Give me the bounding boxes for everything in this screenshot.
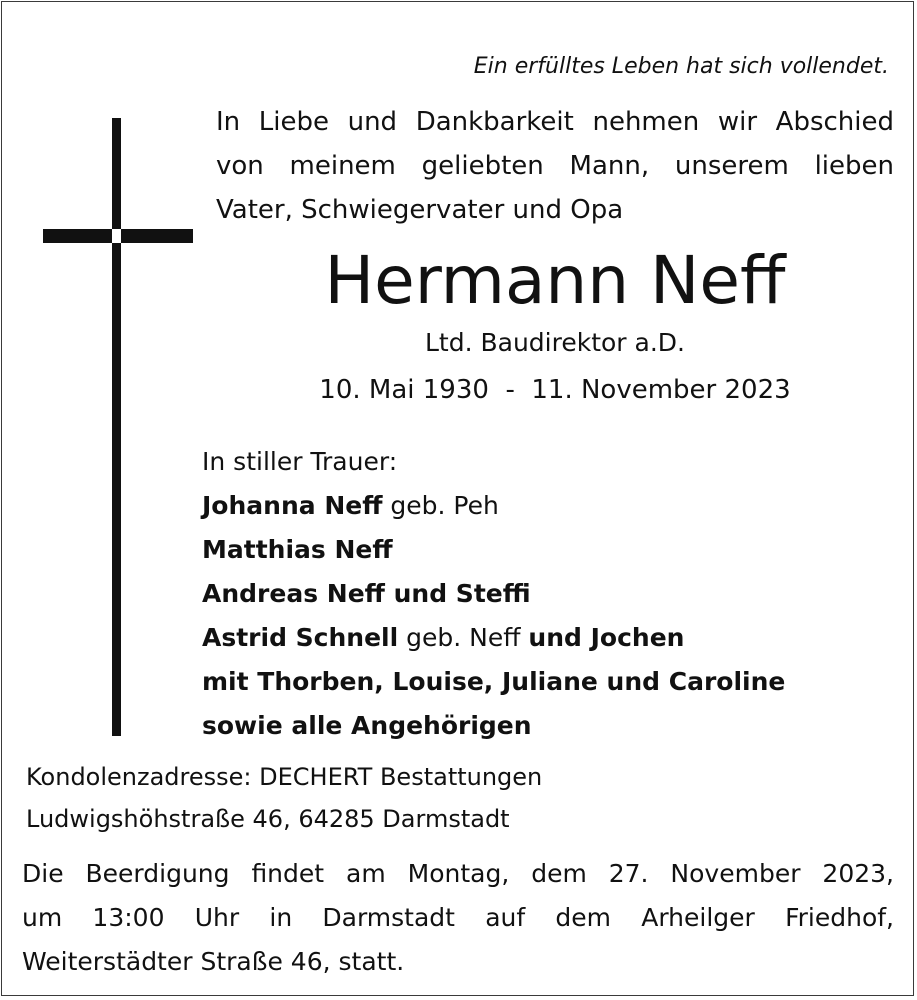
- mourner-row: [202, 616, 785, 660]
- mourner-row: [202, 528, 785, 572]
- mourner-name: Astrid Schnell: [202, 623, 399, 652]
- deceased-name: Hermann Neff: [324, 242, 786, 319]
- cross-center-gap: [112, 229, 121, 243]
- motto-text: Ein erfülltes Leben hat sich vollendet.: [473, 54, 889, 79]
- condolence-line: Ludwigshöhstraße 46, 64285 Darmstadt: [26, 805, 510, 833]
- intro-line: Vater, Schwiegervater und Opa: [216, 195, 624, 225]
- cross-vertical-beam: [112, 118, 121, 736]
- mourner-row: [202, 704, 785, 748]
- mourner-name: Johanna Neff: [202, 491, 383, 520]
- funeral-line: um 13:00 Uhr in Darmstadt auf dem Arheilger Friedhof,: [22, 903, 894, 932]
- life-dates: 10. Mai 1930 - 11. November 2023: [319, 375, 791, 405]
- mourner-note: geb. Neff: [398, 623, 529, 652]
- mourner-name: mit Thorben, Louise, Juliane und Caroline: [202, 667, 786, 696]
- condolence-address: [26, 756, 542, 840]
- mourner-name: sowie alle Angehörigen: [202, 711, 532, 740]
- condolence-line: Kondolenzadresse: DECHERT Bestattungen: [26, 763, 543, 791]
- intro-line: von meinem geliebten Mann, unserem lieben: [216, 151, 894, 181]
- mourner-partner: und Jochen: [528, 623, 685, 652]
- deceased-title: Ltd. Baudirektor a.D.: [425, 328, 685, 357]
- mourner-row: [202, 572, 785, 616]
- mourners-heading: In stiller Trauer:: [202, 447, 398, 476]
- intro-text: [216, 100, 894, 232]
- funeral-line: Die Beerdigung findet am Montag, dem 27. November 2023,: [22, 859, 894, 888]
- funeral-notice: [22, 852, 894, 984]
- mourner-name: Andreas Neff und Steffi: [202, 579, 531, 608]
- mourner-note: geb. Peh: [382, 491, 499, 520]
- mourner-row: [202, 660, 785, 704]
- mourner-row: [202, 484, 785, 528]
- intro-line: In Liebe und Dankbarkeit nehmen wir Abschied: [216, 107, 894, 137]
- funeral-line: Weiterstädter Straße 46, statt.: [22, 947, 405, 976]
- mourner-name: Matthias Neff: [202, 535, 393, 564]
- mourners-list: [202, 440, 785, 748]
